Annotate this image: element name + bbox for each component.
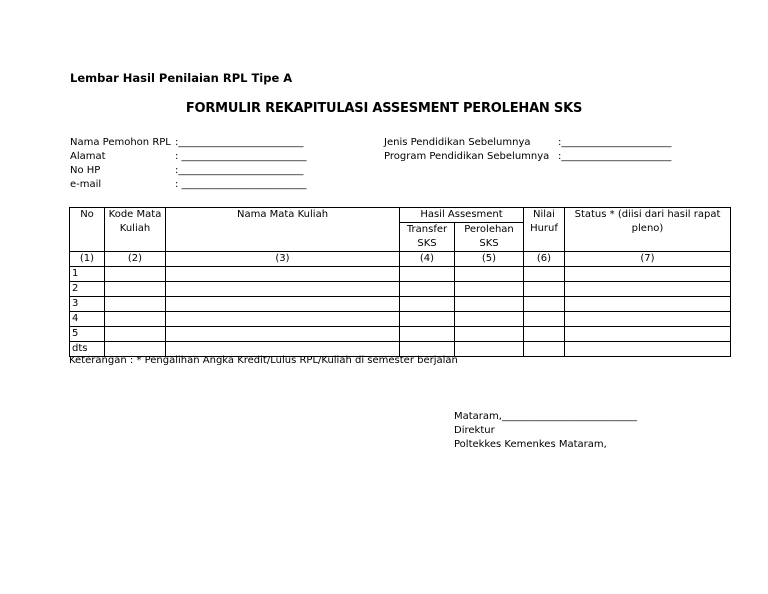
cell-status[interactable] [565, 297, 731, 312]
cell-nama[interactable] [166, 312, 400, 327]
footnote: Keterangan : * Pengalihan Angka Kredit/Lulus RPL/Kuliah di semester berjalan [69, 355, 458, 366]
column-number: (1) [70, 252, 105, 267]
header-no: No [70, 208, 105, 252]
cell-nilai[interactable] [524, 327, 565, 342]
cell-perolehan[interactable] [455, 267, 524, 282]
field-blank[interactable]: :_________________________ [175, 137, 304, 148]
table-row [70, 297, 731, 312]
cell-nama[interactable] [166, 282, 400, 297]
cell-nilai[interactable] [524, 282, 565, 297]
cell-kode[interactable] [105, 327, 166, 342]
column-number: (6) [524, 252, 565, 267]
cell-transfer[interactable] [400, 267, 455, 282]
field-label: e-mail [70, 179, 102, 190]
row-number: 2 [70, 282, 105, 297]
cell-transfer[interactable] [400, 282, 455, 297]
signature-place-date: Mataram,___________________________ [454, 411, 637, 422]
cell-perolehan[interactable] [455, 342, 524, 357]
header-nilai: Nilai Huruf [524, 208, 565, 252]
cell-transfer[interactable] [400, 297, 455, 312]
cell-status[interactable] [565, 282, 731, 297]
column-number: (4) [400, 252, 455, 267]
form-subtitle: Lembar Hasil Penilaian RPL Tipe A [70, 71, 293, 85]
column-number: (7) [565, 252, 731, 267]
cell-perolehan[interactable] [455, 297, 524, 312]
cell-kode[interactable] [105, 282, 166, 297]
form-title: FORMULIR REKAPITULASI ASSESMENT PEROLEHAN SKS [185, 101, 583, 116]
signature-position: Direktur [454, 425, 495, 436]
column-number: (3) [166, 252, 400, 267]
cell-status[interactable] [565, 312, 731, 327]
cell-transfer[interactable] [400, 327, 455, 342]
cell-status[interactable] [565, 327, 731, 342]
row-number: dts [70, 342, 105, 357]
header-nama: Nama Mata Kuliah [166, 208, 400, 252]
cell-nama[interactable] [166, 327, 400, 342]
cell-perolehan[interactable] [455, 327, 524, 342]
table-row [70, 312, 731, 327]
field-label: Alamat [70, 151, 106, 162]
field-label: Jenis Pendidikan Sebelumnya [384, 137, 531, 148]
table-row [70, 282, 731, 297]
field-label: Program Pendidikan Sebelumnya [384, 151, 550, 162]
row-number: 4 [70, 312, 105, 327]
header-hasil-assesment: Hasil Assesment [400, 208, 524, 223]
cell-nilai[interactable] [524, 267, 565, 282]
cell-nilai[interactable] [524, 342, 565, 357]
cell-nama[interactable] [166, 267, 400, 282]
field-blank[interactable]: : _________________________ [175, 151, 307, 162]
table-row [70, 267, 731, 282]
column-number: (2) [105, 252, 166, 267]
field-blank[interactable]: :______________________ [558, 137, 672, 148]
cell-nama[interactable] [166, 297, 400, 312]
cell-kode[interactable] [105, 297, 166, 312]
header-transfer: Transfer SKS [400, 223, 455, 252]
cell-kode[interactable] [105, 267, 166, 282]
cell-nilai[interactable] [524, 312, 565, 327]
header-kode: Kode Mata Kuliah [105, 208, 166, 252]
cell-kode[interactable] [105, 312, 166, 327]
field-blank[interactable]: :______________________ [558, 151, 672, 162]
header-perolehan: Perolehan SKS [455, 223, 524, 252]
field-blank[interactable]: : _________________________ [175, 179, 307, 190]
row-number: 3 [70, 297, 105, 312]
table-row [70, 327, 731, 342]
field-label: No HP [70, 165, 101, 176]
signature-institution: Poltekkes Kemenkes Mataram, [454, 439, 607, 450]
assessment-table [69, 207, 731, 357]
cell-perolehan[interactable] [455, 282, 524, 297]
field-label: Nama Pemohon RPL [70, 137, 171, 148]
column-number-row [70, 252, 731, 267]
cell-status[interactable] [565, 267, 731, 282]
row-number: 1 [70, 267, 105, 282]
cell-status[interactable] [565, 342, 731, 357]
cell-nilai[interactable] [524, 297, 565, 312]
cell-transfer[interactable] [400, 312, 455, 327]
field-blank[interactable]: :_________________________ [175, 165, 304, 176]
column-number: (5) [455, 252, 524, 267]
row-number: 5 [70, 327, 105, 342]
cell-perolehan[interactable] [455, 312, 524, 327]
header-status: Status * (diisi dari hasil rapat pleno) [565, 208, 731, 252]
